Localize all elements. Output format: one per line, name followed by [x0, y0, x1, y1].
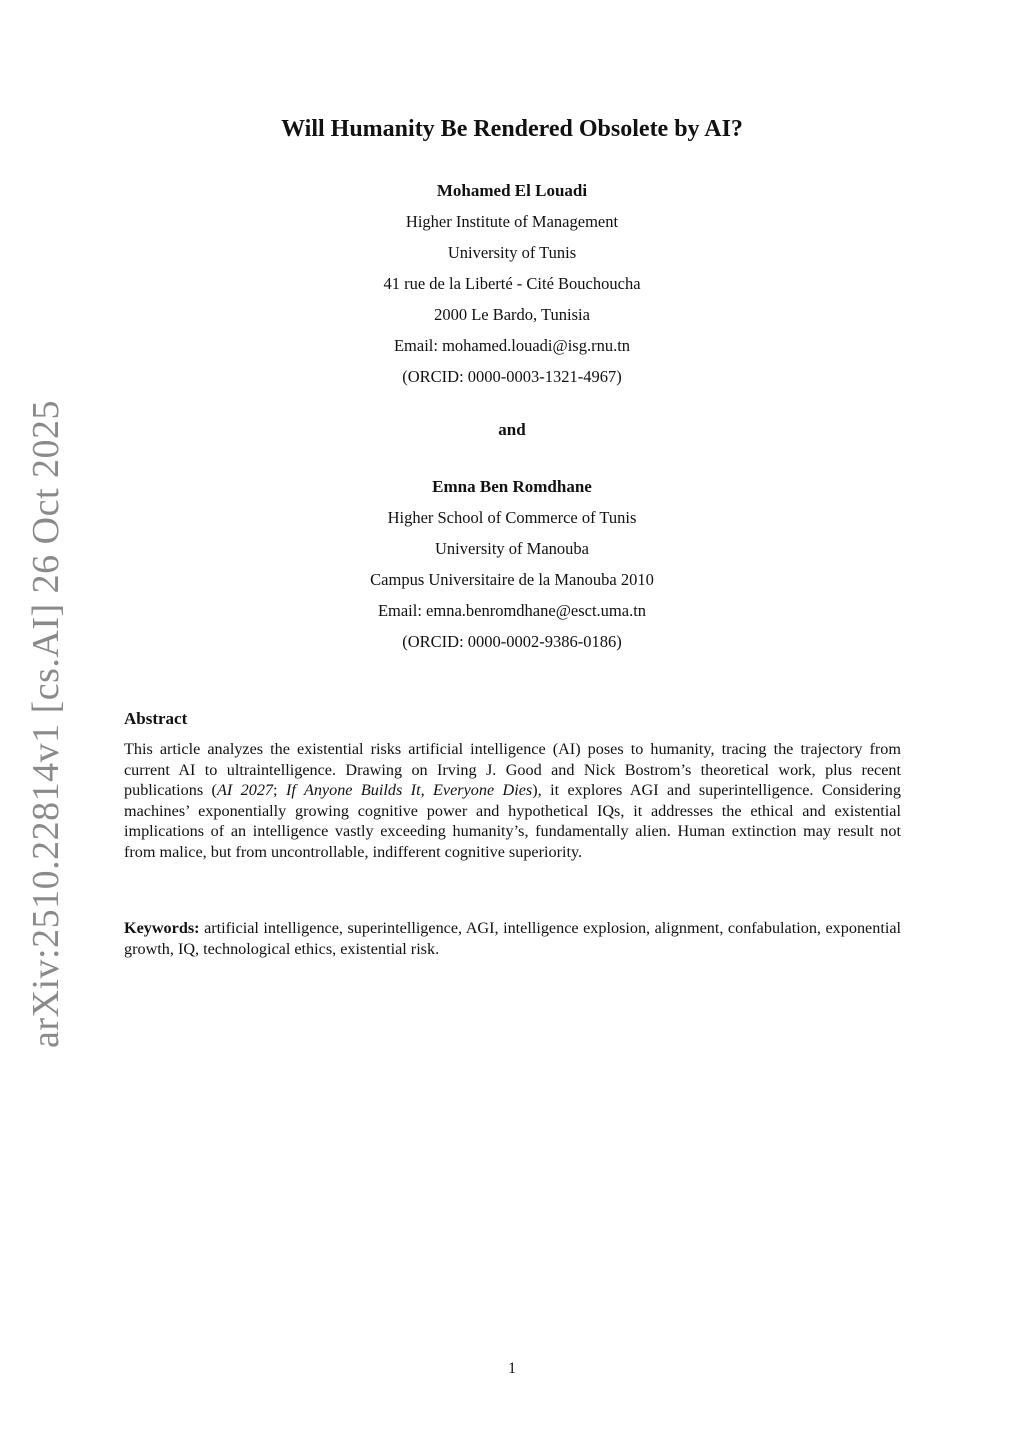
author-address: Campus Universitaire de la Manouba 2010 — [370, 570, 654, 589]
author-affiliation: Higher School of Commerce of Tunis — [387, 508, 637, 527]
abstract-text — [124, 739, 901, 863]
author-address: 41 rue de la Liberté - Cité Bouchoucha — [383, 274, 641, 293]
author-university: University of Manouba — [435, 539, 589, 558]
page-number: 1 — [508, 1360, 516, 1377]
author-email: Email: emna.benromdhane@esct.uma.tn — [377, 601, 647, 620]
keywords-paragraph — [124, 918, 901, 959]
author-affiliation: Higher Institute of Management — [405, 212, 619, 231]
author-separator: and — [498, 420, 526, 439]
abstract-text-part: ), it explores AGI and superintelligence. Considering machines’ exponentially growing cognitive power and hypothetical IQs, it addresses the ethical and existential implications of an intelligence vastly exceeding humanity’s, fundamentally alien. Human extinction may result not from malice, but from uncontrollable, indifferent cognitive superiority. — [124, 781, 901, 861]
keywords-list: artificial intelligence, superintelligence, AGI, intelligence explosion, alignment, confabulation, exponential growth, IQ, technological ethics, existential risk. — [124, 919, 902, 958]
abstract-italic-title: AI 2027 — [216, 781, 274, 800]
arxiv-side-stamp: arXiv:2510.22814v1 [cs.AI] 26 Oct 2025 — [25, 399, 67, 1049]
author-block-2 — [0, 471, 1024, 657]
author-email: Email: mohamed.louadi@isg.rnu.tn — [393, 336, 631, 355]
author-university: University of Tunis — [447, 243, 577, 262]
author-orcid: (ORCID: 0000-0002-9386-0186) — [402, 632, 622, 651]
author-name: Emna Ben Romdhane — [432, 477, 592, 496]
abstract-text-part: This article analyzes the existential risks artificial intelligence (AI) poses to humanity, tracing the trajectory from current AI to ultraintelligence. Drawing on Irving J. Good and Nick Bostrom’s theoretical work, plus recent publications ( — [124, 740, 901, 800]
author-block-1 — [0, 175, 1024, 392]
abstract-heading: Abstract — [124, 709, 188, 728]
author-city: 2000 Le Bardo, Tunisia — [434, 305, 590, 324]
author-name: Mohamed El Louadi — [436, 181, 588, 200]
abstract-italic-title: If Anyone Builds It, Everyone Dies — [285, 781, 533, 800]
abstract-text-part: ; — [273, 781, 286, 800]
paper-title: Will Humanity Be Rendered Obsolete by AI? — [281, 116, 743, 142]
author-orcid: (ORCID: 0000-0003-1321-4967) — [402, 367, 622, 386]
keywords-label: Keywords: — [124, 919, 200, 937]
